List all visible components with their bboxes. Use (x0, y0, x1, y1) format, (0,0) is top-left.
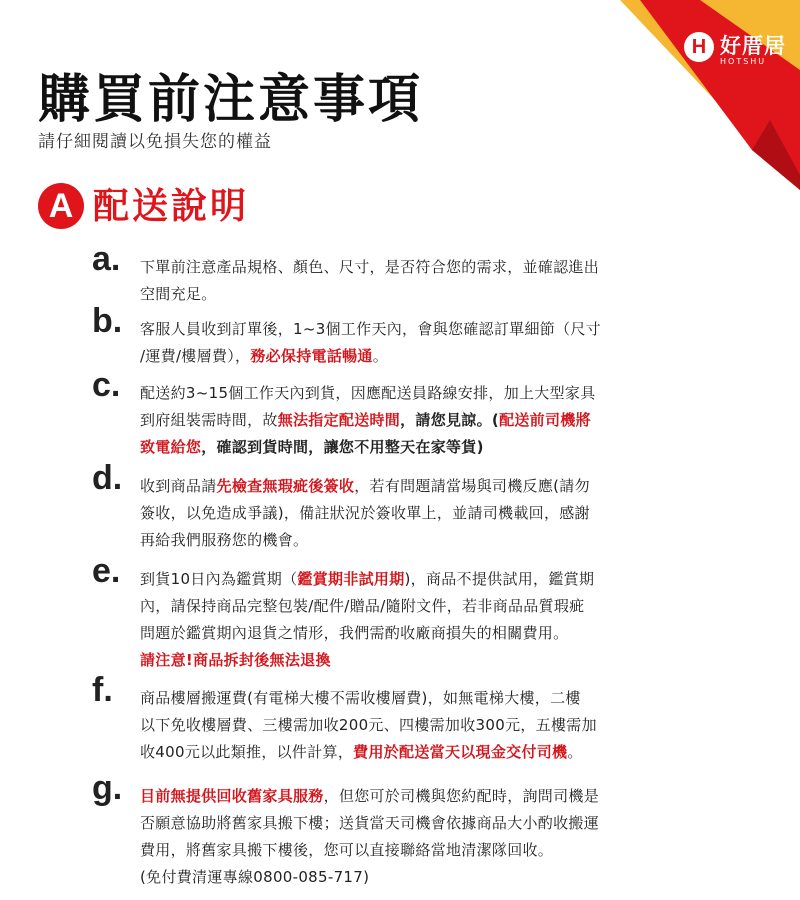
page-subtitle: 請仔細閱讀以免損失您的權益 (38, 132, 272, 152)
highlight-text: 配送前司機將 (499, 411, 591, 429)
highlight-text: 務必保持電話暢通 (250, 347, 373, 365)
item-line: 再給我們服務您的機會。 (140, 531, 309, 549)
item-line (140, 407, 695, 434)
item-text (140, 783, 695, 891)
item-text (140, 473, 695, 554)
highlight-text: 目前無提供回收舊家具服務 (140, 787, 324, 805)
page-title: 購買前注意事項 (38, 70, 424, 130)
highlight-text: 鑑賞期非試用期 (297, 570, 405, 588)
house-logo-icon: H (684, 32, 714, 62)
text-run: 。 (372, 347, 389, 365)
item-text (140, 566, 695, 674)
item-letter: c. (92, 366, 121, 404)
item-text (140, 380, 695, 461)
item-line: 簽收，以免造成爭議)，備註狀況於簽收單上，並請司機載回，感謝 (140, 504, 590, 522)
text-run: /運費/樓層費）， (140, 347, 251, 365)
text-run: ，確認到貨時間，讓您不用整天在家等貨) (201, 438, 484, 456)
item-line: 內，請保持商品完整包裝/配件/贈品/隨附文件，若非商品品質瑕疵 (140, 597, 585, 615)
brand-logo (684, 30, 794, 70)
highlight-text: 先檢查無瑕疵後簽收 (216, 477, 355, 495)
item-line: 以下免收樓層費、三樓需加收200元、四樓需加收300元，五樓需加 (140, 716, 597, 734)
text-run: 收到商品請 (140, 477, 217, 495)
item-line (140, 343, 695, 370)
item-text (140, 254, 695, 308)
item-letter: b. (92, 302, 123, 340)
item-line: 空間充足。 (140, 285, 217, 303)
item-line: 問題於鑑賞期內退貨之情形，我們需酌收廠商損失的相關費用。 (140, 624, 569, 642)
item-line: 配送約3~15個工作天內到貨，因應配送員路線安排，加上大型家具 (140, 384, 596, 402)
item-text (140, 316, 695, 370)
item-text (140, 685, 695, 766)
highlight-text: 致電給您 (140, 438, 202, 456)
text-run: )，商品不提供試用，鑑賞期 (404, 570, 595, 588)
text-run: 收400元以此類推，以件計算， (140, 743, 354, 761)
brand-subtitle: HOTSHU (720, 57, 767, 66)
item-line (140, 566, 695, 593)
text-run: 到貨10日內為鑑賞期（ (140, 570, 298, 588)
hotline-text: (免付費清運專線0800-085-717) (140, 868, 370, 886)
item-letter: a. (92, 240, 121, 278)
item-line: 費用，將舊家具搬下樓後，您可以直接聯絡當地清潔隊回收。 (140, 841, 554, 859)
section-badge: A (38, 183, 84, 229)
item-line: 客服人員收到訂單後，1~3個工作天內，會與您確認訂單細節（尺寸 (140, 320, 601, 338)
highlight-text: 費用於配送當天以現金交付司機 (353, 743, 568, 761)
text-run: ，請您見諒。( (400, 411, 500, 429)
item-letter: f. (92, 671, 113, 709)
item-line (140, 739, 695, 766)
warning-text: 請注意!商品拆封後無法退換 (140, 651, 331, 669)
item-line: 下單前注意產品規格、顏色、尺寸，是否符合您的需求，並確認進出 (140, 258, 600, 276)
item-line (140, 434, 695, 461)
item-line (140, 783, 695, 810)
item-letter: g. (92, 769, 123, 807)
section-title: 配送說明 (93, 186, 250, 227)
item-letter: d. (92, 459, 123, 497)
item-line: 商品樓層搬運費(有電梯大樓不需收樓層費)，如無電梯大樓，二樓 (140, 689, 581, 707)
item-letter: e. (92, 552, 121, 590)
item-line: 否願意協助將舊家具搬下樓；送貨當天司機會依據商品大小酌收搬運 (140, 814, 600, 832)
text-run: ，若有問題請當場與司機反應(請勿 (354, 477, 590, 495)
highlight-text: 無法指定配送時間 (277, 411, 401, 429)
brand-name: 好厝居 (720, 34, 786, 58)
item-line (140, 473, 695, 500)
text-run: 到府組裝需時間，故 (140, 411, 278, 429)
text-run: ，但您可於司機與您約配時，詢問司機是 (323, 787, 600, 805)
text-run: 。 (567, 743, 583, 761)
